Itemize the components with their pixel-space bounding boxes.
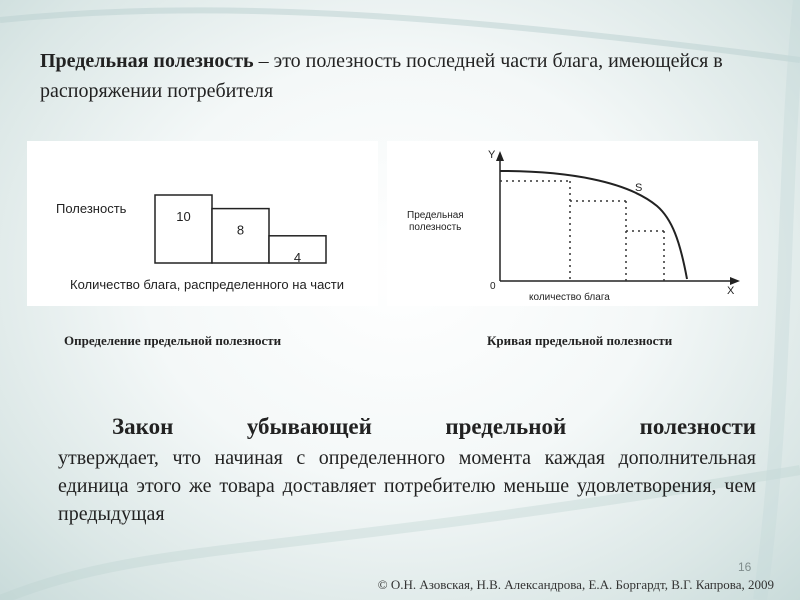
copyright: © О.Н. Азовская, Н.В. Александрова, Е.А. Боргардт, В.Г. Капрова, 2009 (377, 577, 774, 592)
utility-bar-label: 10 (176, 209, 191, 224)
utility-bar (155, 195, 212, 263)
right-diagram-caption: Кривая предельной полезности (487, 333, 673, 348)
utility-bar-label: 4 (293, 249, 302, 265)
title-term: Предельная полезность (40, 50, 254, 72)
x-axis-arrow (730, 277, 740, 285)
utility-bars-svg (27, 141, 378, 306)
law-statement (58, 410, 756, 528)
y-axis-letter: Y (488, 149, 496, 161)
bars-group (155, 195, 326, 265)
marginal-utility-label-line1: Предельная (407, 210, 464, 221)
utility-axis-label: Полезность (56, 201, 127, 216)
curve-label: S (635, 182, 643, 194)
title-definition: – это полезность последней части блага, имеющейся в распоряжении потребителя (40, 50, 723, 102)
origin-label: 0 (490, 281, 496, 292)
slide-title (40, 46, 760, 106)
marginal-utility-curve-diagram (387, 141, 758, 306)
dotted-guides (500, 181, 664, 281)
marginal-utility-label-line2: полезность (409, 222, 462, 233)
quantity-axis-label: Количество блага, распределенного на части (70, 277, 345, 292)
utility-bar-label: 8 (236, 222, 245, 238)
page-number: 16 (738, 560, 752, 574)
y-axis-arrow (496, 151, 504, 161)
quantity-label: количество блага (529, 292, 610, 303)
utility-bars-diagram (27, 141, 378, 306)
x-axis-letter: X (727, 285, 735, 297)
law-body: утверждает, что начиная с определенного момента каждая дополнительная единица этого же товара доставляет потребителю меньше удовлетворения, чем предыдущая (58, 447, 756, 525)
law-title: Закон убывающей предельной полезности (112, 414, 756, 439)
marginal-utility-svg (387, 141, 758, 306)
marginal-utility-curve (500, 171, 687, 279)
left-diagram-caption: Определение предельной полезности (64, 333, 282, 348)
